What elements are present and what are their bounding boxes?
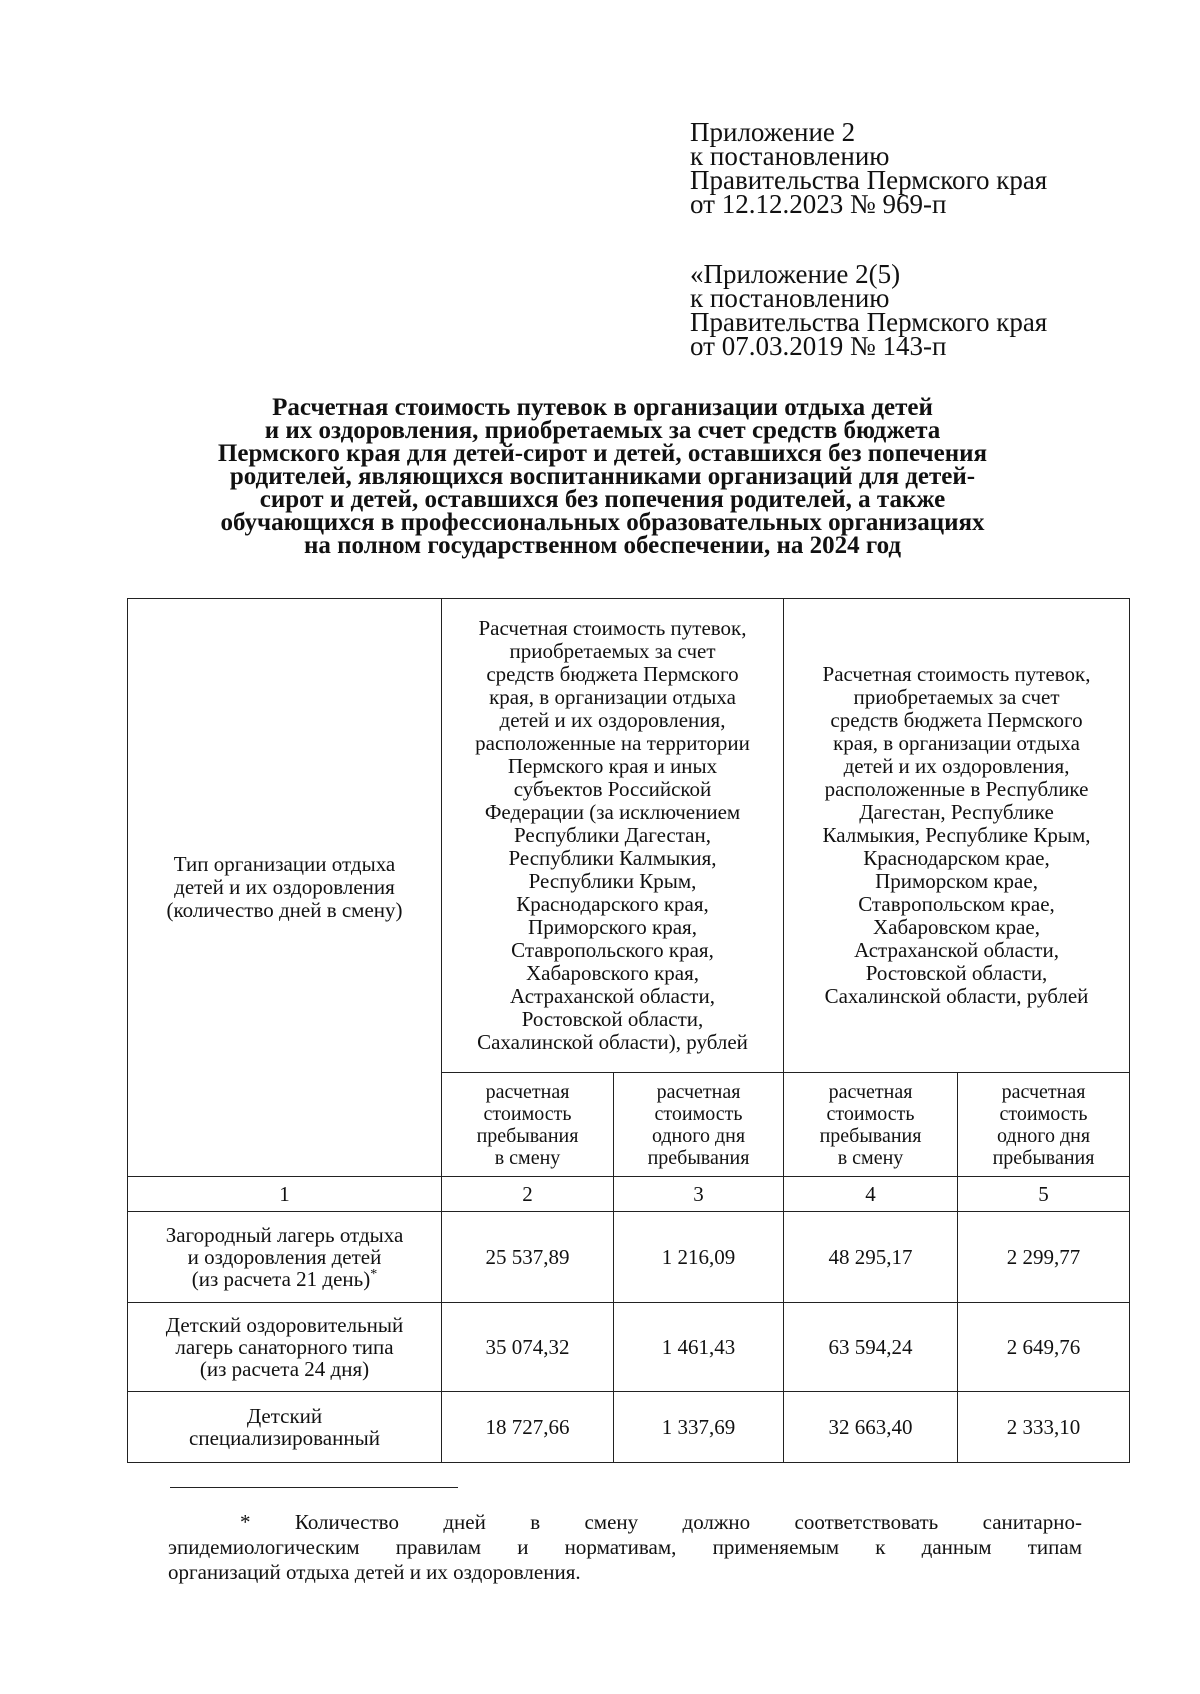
name-line: Детский оздоровительный	[165, 1313, 404, 1337]
name-line: специализированный	[189, 1426, 380, 1450]
name-line: лагерь санаторного типа	[175, 1335, 394, 1359]
subheader-line: пребывания	[992, 1146, 1095, 1169]
subheader-line: расчетная	[485, 1080, 570, 1103]
header-line: Расчетная стоимость путевок,	[822, 662, 1091, 686]
header-line: Астраханской области,	[854, 938, 1059, 962]
footnote-line: организаций отдыха детей и их оздоровления.	[168, 1560, 581, 1584]
header-line: Приморском крае,	[875, 869, 1038, 893]
header-line: края, в организации отдыха	[489, 685, 736, 709]
header-organization-type	[128, 599, 442, 1177]
header-line: Ставропольском крае,	[858, 892, 1055, 916]
title-line: родителей, являющихся воспитанниками организаций для детей-	[229, 463, 976, 490]
name-line: (из расчета 24 дня)	[199, 1357, 370, 1381]
header-line: приобретаемых за счет	[509, 639, 716, 663]
footnote-line: эпидемиологическим правилам и нормативам, применяемым к данным типам	[168, 1535, 1082, 1559]
table-row	[128, 1392, 1130, 1463]
title-line: Пермского края для детей-сирот и детей, оставшихся без попечения	[217, 440, 988, 467]
table-row	[128, 1212, 1130, 1303]
header-line: расположенные в Республике	[824, 777, 1089, 801]
footnote-marker: *	[370, 1267, 378, 1282]
organization-type-cell	[128, 1303, 442, 1392]
header-line: Дагестан, Республике	[859, 800, 1054, 824]
name-line: Детский	[246, 1404, 323, 1428]
cost-value-cell: 1 461,43	[614, 1303, 784, 1392]
header-line: Ростовской области,	[521, 1007, 704, 1031]
name-line	[132, 1268, 437, 1290]
subheader-line: расчетная	[828, 1080, 913, 1103]
title-line: Расчетная стоимость путевок в организации отдыха детей	[272, 394, 933, 421]
subheader-line: одного дня	[996, 1124, 1091, 1147]
cost-value-cell: 25 537,89	[442, 1212, 614, 1303]
header-line: детей и их оздоровления,	[499, 708, 726, 732]
annex-line: к постановлению	[690, 283, 890, 313]
title-line: на полном государственном обеспечении, на 2024 год	[303, 532, 902, 559]
header-line: Расчетная стоимость путевок,	[478, 616, 747, 640]
header-line: субъектов Российской	[513, 777, 712, 801]
cost-value-cell: 18 727,66	[442, 1392, 614, 1463]
annex-header-original	[690, 259, 1110, 361]
title-line: обучающихся в профессиональных образовательных организациях	[220, 509, 985, 536]
header-line: Сахалинской области), рублей	[477, 1030, 748, 1054]
annex-line: от 07.03.2019 № 143-п	[690, 331, 947, 361]
subheader-cost-per-shift	[784, 1073, 958, 1177]
footnote	[168, 1510, 1082, 1585]
name-line-text: (из расчета 21 день)	[191, 1267, 371, 1291]
header-line: детей и их оздоровления,	[843, 754, 1070, 778]
column-number: 4	[784, 1177, 958, 1212]
annex-line: Правительства Пермского края	[690, 165, 1048, 195]
subheader-line: одного дня	[651, 1124, 746, 1147]
subheader-line: в смену	[494, 1146, 561, 1169]
header-line: Калмыкия, Республике Крым,	[822, 823, 1091, 847]
header-line: средств бюджета Пермского	[830, 708, 1083, 732]
title-line: сирот и детей, оставшихся без попечения родителей, а также	[259, 486, 946, 513]
subheader-line: пребывания	[819, 1124, 922, 1147]
header-line: Краснодарском крае,	[863, 846, 1050, 870]
annex-line: «Приложение 2(5)	[690, 259, 901, 289]
header-line: Хабаровского края,	[526, 961, 700, 985]
annex-line: к постановлению	[690, 141, 890, 171]
header-line: (количество дней в смену)	[166, 898, 403, 922]
header-line: Приморского края,	[528, 915, 697, 939]
subheader-line: пребывания	[647, 1146, 750, 1169]
header-line: расположенные на территории	[475, 731, 750, 755]
subheader-line: в смену	[837, 1146, 904, 1169]
header-line: Тип организации отдыха	[173, 852, 396, 876]
header-line: Хабаровском крае,	[873, 915, 1040, 939]
header-line: Ставропольского края,	[511, 938, 714, 962]
table-header-row	[128, 599, 1130, 1073]
column-number: 1	[128, 1177, 442, 1212]
cost-value-cell: 48 295,17	[784, 1212, 958, 1303]
footnote-divider	[170, 1487, 458, 1488]
subheader-cost-per-day	[958, 1073, 1130, 1177]
name-line: Загородный лагерь отдыха	[165, 1223, 404, 1247]
header-line: Республики Дагестан,	[514, 823, 711, 847]
footnote-line: * Количество дней в смену должно соответствовать санитарно-	[240, 1510, 1082, 1534]
name-line: и оздоровления детей	[187, 1245, 382, 1269]
subheader-line: расчетная	[656, 1080, 741, 1103]
cost-table	[127, 598, 1130, 1463]
header-line: Республики Крым,	[528, 869, 697, 893]
title-line: и их оздоровления, приобретаемых за счет средств бюджета	[264, 417, 941, 444]
subheader-line: расчетная	[1001, 1080, 1086, 1103]
document-title	[120, 396, 1085, 557]
column-number: 2	[442, 1177, 614, 1212]
column-number-row	[128, 1177, 1130, 1212]
cost-value-cell: 35 074,32	[442, 1303, 614, 1392]
cost-value-cell: 2 333,10	[958, 1392, 1130, 1463]
header-line: края, в организации отдыха	[833, 731, 1080, 755]
header-line: Сахалинской области, рублей	[824, 984, 1089, 1008]
header-line: Федерации (за исключением	[484, 800, 741, 824]
column-number: 3	[614, 1177, 784, 1212]
annex-line: Правительства Пермского края	[690, 307, 1048, 337]
cost-value-cell: 2 299,77	[958, 1212, 1130, 1303]
header-line: детей и их оздоровления	[174, 875, 395, 899]
header-group-perm-and-other-regions	[442, 599, 784, 1073]
header-line: Ростовской области,	[865, 961, 1048, 985]
subheader-cost-per-day	[614, 1073, 784, 1177]
cost-value-cell: 32 663,40	[784, 1392, 958, 1463]
cost-value-cell: 1 337,69	[614, 1392, 784, 1463]
header-line: приобретаемых за счет	[853, 685, 1060, 709]
organization-type-cell	[128, 1212, 442, 1303]
subheader-line: стоимость	[654, 1102, 743, 1125]
header-line: Пермского края и иных	[507, 754, 718, 778]
header-line: средств бюджета Пермского	[486, 662, 739, 686]
cost-value-cell: 2 649,76	[958, 1303, 1130, 1392]
subheader-line: стоимость	[483, 1102, 572, 1125]
header-line: Республики Калмыкия,	[508, 846, 717, 870]
table-row	[128, 1303, 1130, 1392]
header-line: Астраханской области,	[510, 984, 715, 1008]
cost-value-cell: 1 216,09	[614, 1212, 784, 1303]
header-group-southern-regions	[784, 599, 1130, 1073]
subheader-line: стоимость	[826, 1102, 915, 1125]
cost-value-cell: 63 594,24	[784, 1303, 958, 1392]
organization-type-cell	[128, 1392, 442, 1463]
column-number: 5	[958, 1177, 1130, 1212]
subheader-line: пребывания	[476, 1124, 579, 1147]
subheader-cost-per-shift	[442, 1073, 614, 1177]
annex-header-current	[690, 117, 1110, 219]
header-line: Краснодарского края,	[516, 892, 709, 916]
annex-line: Приложение 2	[690, 117, 856, 147]
subheader-line: стоимость	[999, 1102, 1088, 1125]
annex-line: от 12.12.2023 № 969-п	[690, 189, 947, 219]
